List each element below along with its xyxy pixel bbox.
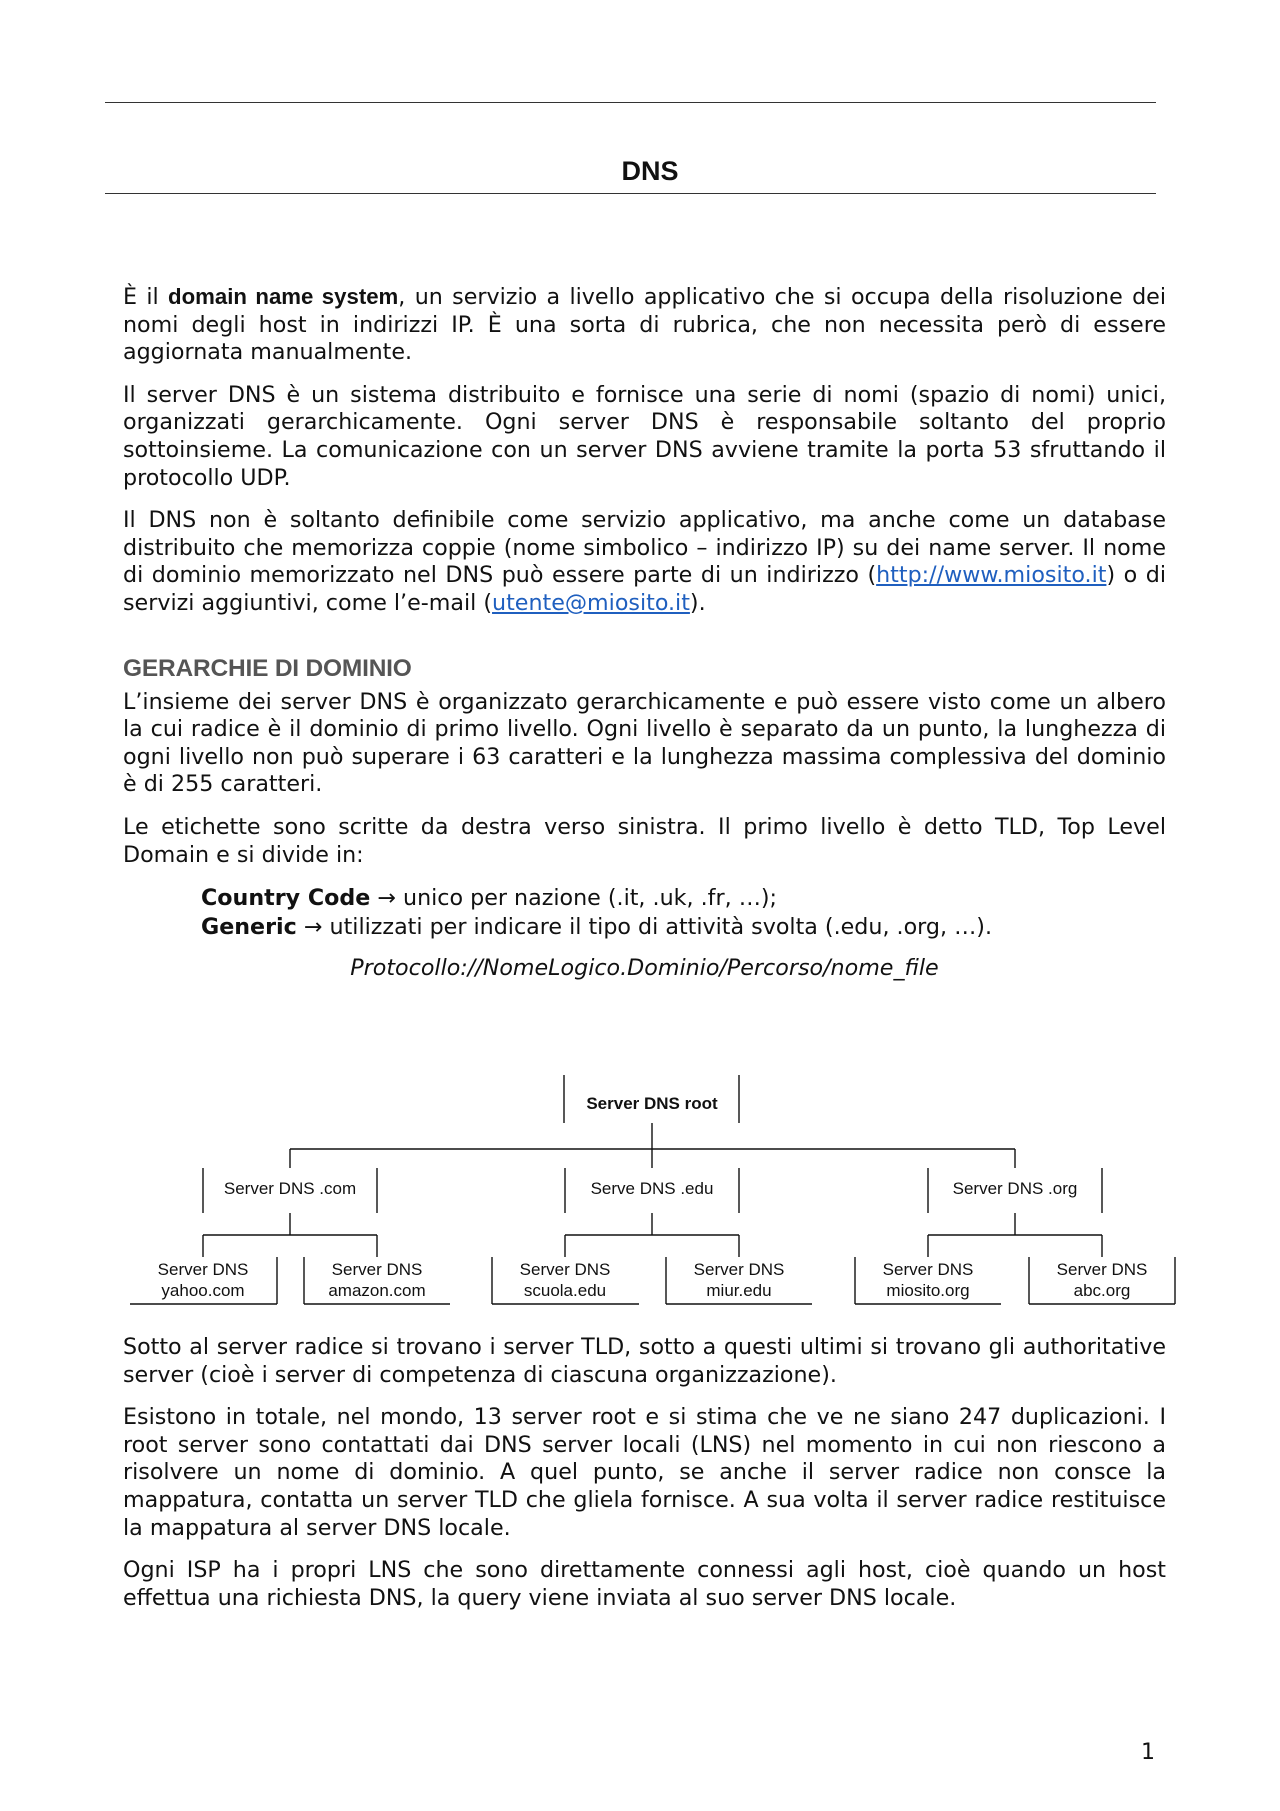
item-desc: utilizzati per indicare il tipo di attività svolta (.edu, .org, …). (322, 914, 992, 941)
url-link[interactable]: http://www.miosito.it (876, 562, 1107, 589)
tld-node-label: Server DNS .org (952, 1179, 1078, 1198)
tld-node-label: Serve DNS .edu (590, 1179, 714, 1198)
leaf-node-domain: scuola.edu (523, 1281, 607, 1300)
section-heading: GERARCHIE DI DOMINIO (123, 654, 412, 682)
root-node-label: Server DNS root (586, 1094, 718, 1113)
text-run: , un servizio a livello applicativo che si occupa della risoluzione dei nomi degli host in indirizzi IP. È una sorta di rubrica, che non necessita però di essere aggiornata manualmente. (123, 284, 1166, 366)
text-run: È il (123, 284, 169, 310)
item-term: Country Code (201, 885, 371, 912)
page-number: 1 (1141, 1740, 1155, 1765)
arrow-icon: → (377, 885, 396, 912)
intro-paragraph-2: Il server DNS è un sistema distribuito e fornisce una serie di nomi (spazio di nomi) unici, organizzati gerarchicamente. Ogni server DNS è responsabile soltanto del proprio sottoinsieme. La comunicazione con un server DNS avviene tramite la porta 53 sfruttando il protocollo UDP. (123, 381, 1166, 491)
item-term: Generic (201, 914, 297, 941)
tld-node-label: Server DNS .com (223, 1179, 357, 1198)
text-run: ) o di servizi aggiuntivi, come l’e-mail ( (123, 562, 1166, 616)
leaf-node-label: Server DNS (693, 1260, 785, 1279)
leaf-node-label: Server DNS (1056, 1260, 1148, 1279)
leaf-node-label: Server DNS (331, 1260, 423, 1279)
leaf-node-domain: miosito.org (886, 1281, 970, 1300)
leaf-node-domain: amazon.com (328, 1281, 426, 1300)
section-paragraph-1: L’insieme dei server DNS è organizzato gerarchicamente e può essere visto come un albero la cui radice è il dominio di primo livello. Ogni livello è separato da un punto, la lunghezza di ogni livello non può superare i 63 caratteri e la lunghezza massima complessiva del dominio è di 255 caratteri. (123, 688, 1166, 798)
leaf-node-domain: yahoo.com (161, 1281, 245, 1300)
item-desc: unico per nazione (.it, .uk, .fr, …); (395, 885, 778, 912)
url-formula: Protocollo://NomeLogico.Dominio/Percorso/nome_file (350, 955, 939, 982)
leaf-node-label: Server DNS (519, 1260, 611, 1279)
document-body-continued (123, 1334, 1166, 1627)
text-run: Il DNS non è soltanto definibile come servizio applicativo, ma anche come un database distribuito che memorizza coppie (nome simbolico – indirizzo IP) su dei name server. Il nome di dominio memorizzato nel DNS può essere parte di un indirizzo ( (123, 507, 1166, 589)
text-run: ). (689, 589, 706, 616)
after-paragraph-2: Esistono in totale, nel mondo, 13 server root e si stima che ve ne siano 247 duplicazioni. I root server sono contattati dai DNS server locali (LNS) nel momento in cui non riescono a risolvere un nome di dominio. A quel punto, se anche il server radice non consce la mappatura, contatta un server TLD che gliela fornisce. A sua volta il server radice restituisce la mappatura al server DNS locale. (123, 1404, 1166, 1541)
arrow-icon: → (303, 914, 323, 941)
after-paragraph-3: Ogni ISP ha i propri LNS che sono direttamente connessi agli host, cioè quando un host effettua una richiesta DNS, la query viene inviata al suo server DNS locale. (123, 1557, 1166, 1611)
email-link[interactable]: utente@miosito.it (492, 589, 690, 616)
page-title: DNS (621, 156, 679, 186)
after-paragraph-1: Sotto al server radice si trovano i server TLD, sotto a questi ultimi si trovano gli authoritative server (cioè i server di competenza di ciascuna organizzazione). (123, 1334, 1166, 1388)
leaf-node-domain: miur.edu (706, 1281, 772, 1300)
leaf-node-domain: abc.org (1073, 1281, 1131, 1300)
section-paragraph-2: Le etichette sono scritte da destra verso sinistra. Il primo livello è detto TLD, Top Level Domain e si divide in: (123, 813, 1166, 868)
leaf-node-label: Server DNS (157, 1260, 249, 1279)
leaf-node-label: Server DNS (882, 1260, 974, 1279)
bold-term: domain name system (168, 284, 399, 309)
